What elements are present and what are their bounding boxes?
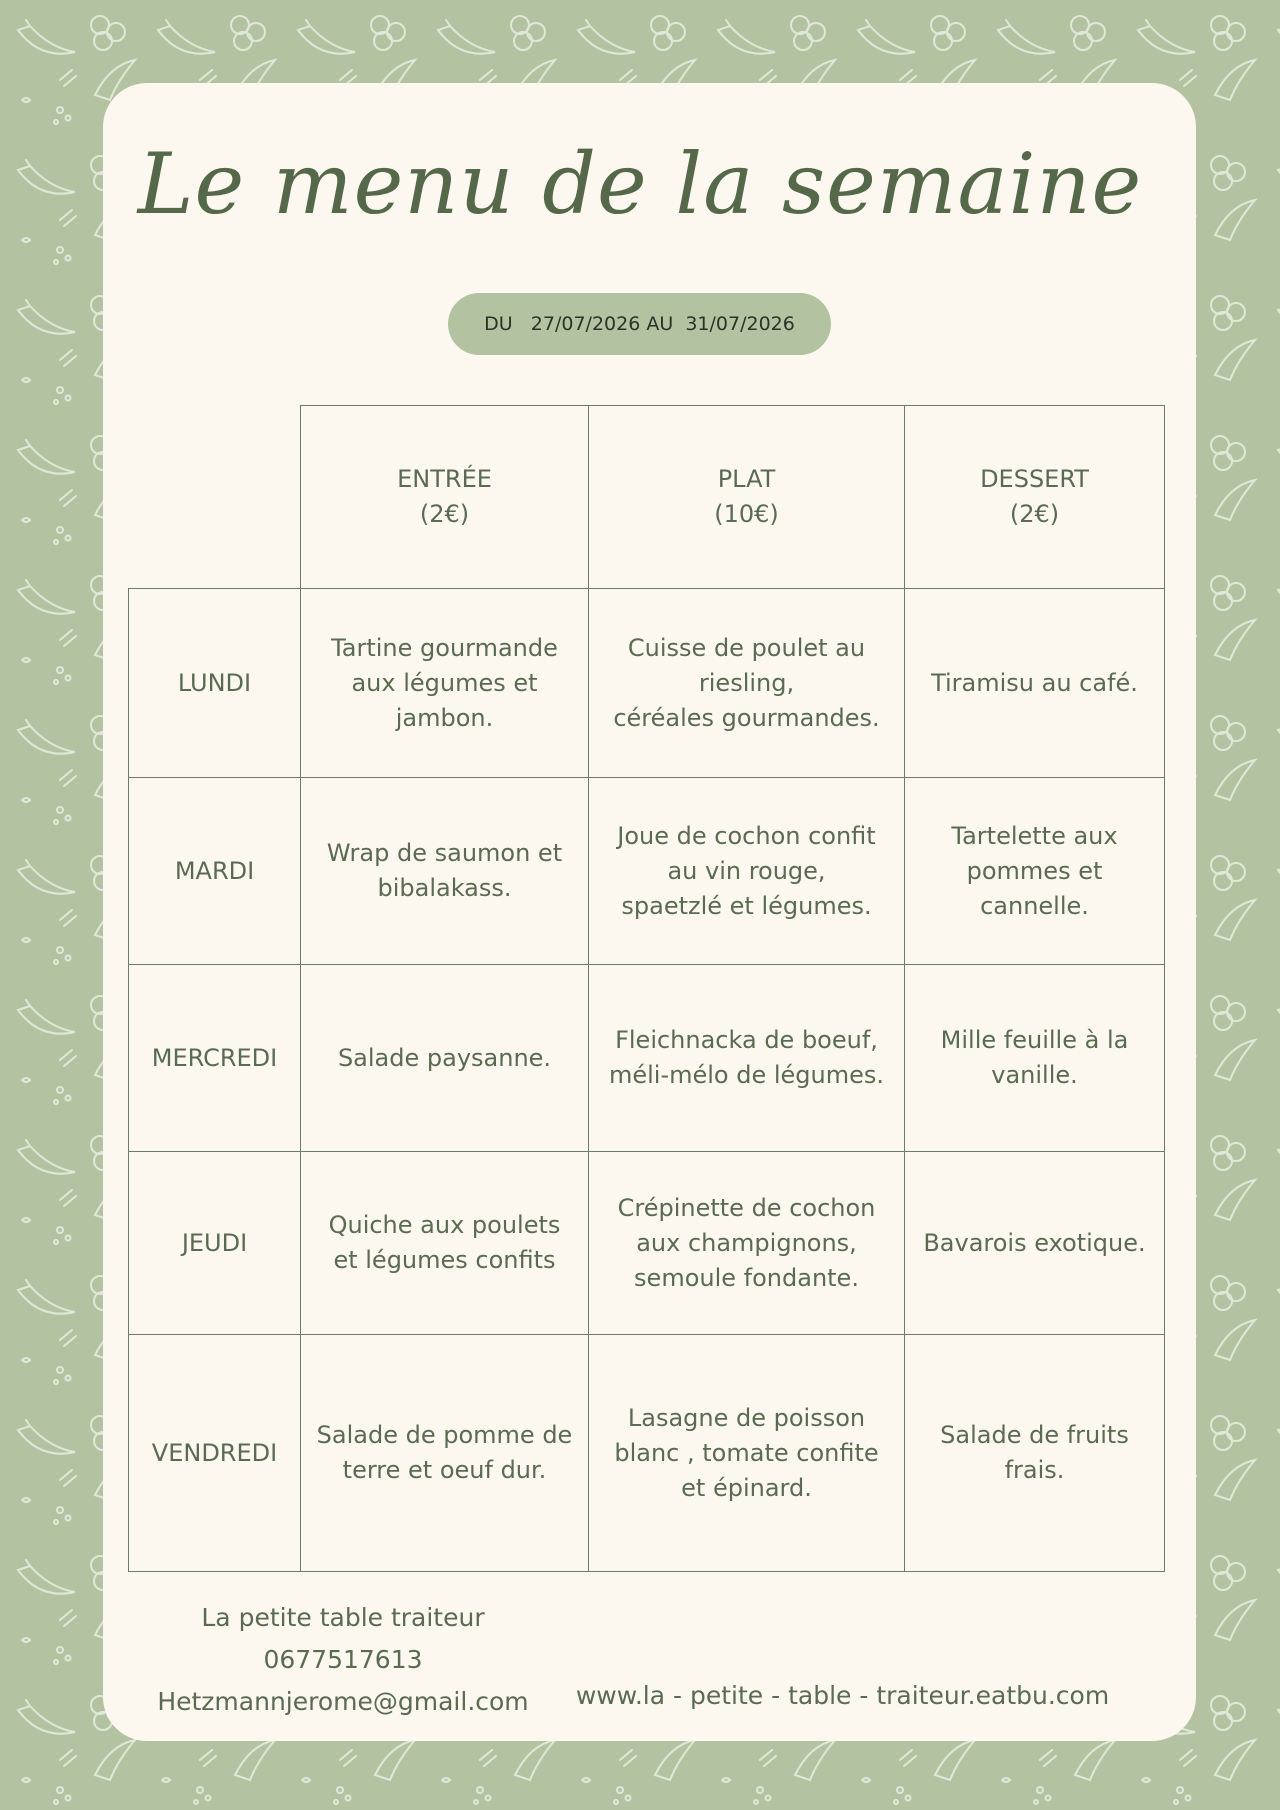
table-row — [129, 965, 1165, 1152]
day-cell: MARDI — [129, 778, 301, 965]
dessert-cell: Bavarois exotique. — [905, 1152, 1165, 1335]
column-header-plat: PLAT (10€) — [589, 406, 905, 589]
weekly-menu-table — [128, 405, 1165, 1572]
day-cell: JEUDI — [129, 1152, 301, 1335]
date-range-text: DU 27/07/2026 AU 31/07/2026 — [484, 313, 795, 335]
table-row — [129, 1152, 1165, 1335]
contact-block — [140, 1597, 546, 1723]
business-name: La petite table traiteur — [201, 1603, 485, 1632]
plat-cell: Joue de cochon confit au vin rouge, spaetzlé et légumes. — [589, 778, 905, 965]
dessert-cell: Mille feuille à la vanille. — [905, 965, 1165, 1152]
day-cell: VENDREDI — [129, 1335, 301, 1572]
table-row — [129, 1335, 1165, 1572]
dessert-cell: Tartelette aux pommes et cannelle. — [905, 778, 1165, 965]
corner-cell — [129, 406, 301, 589]
entree-cell: Tartine gourmande aux légumes et jambon. — [301, 589, 589, 778]
website-link[interactable]: www.la - petite - table - traiteur.eatbu.com — [575, 1681, 1110, 1710]
plat-cell: Crépinette de cochon aux champignons, semoule fondante. — [589, 1152, 905, 1335]
table-row — [129, 589, 1165, 778]
dessert-cell: Salade de fruits frais. — [905, 1335, 1165, 1572]
table-row — [129, 778, 1165, 965]
entree-cell: Quiche aux poulets et légumes confits — [301, 1152, 589, 1335]
header-row — [129, 406, 1165, 589]
day-cell: LUNDI — [129, 589, 301, 778]
entree-cell: Wrap de saumon et bibalakass. — [301, 778, 589, 965]
plat-cell: Fleichnacka de boeuf, méli-mélo de légumes. — [589, 965, 905, 1152]
day-cell: MERCREDI — [129, 965, 301, 1152]
phone-number[interactable]: 0677517613 — [263, 1645, 423, 1674]
date-range-badge — [448, 293, 831, 355]
dessert-cell: Tiramisu au café. — [905, 589, 1165, 778]
column-header-dessert: DESSERT (2€) — [905, 406, 1165, 589]
email-address[interactable]: Hetzmannjerome@gmail.com — [157, 1687, 529, 1716]
column-header-entree: ENTRÉE (2€) — [301, 406, 589, 589]
page-title: Le menu de la semaine — [137, 135, 1143, 233]
plat-cell: Lasagne de poisson blanc , tomate confite et épinard. — [589, 1335, 905, 1572]
entree-cell: Salade de pomme de terre et oeuf dur. — [301, 1335, 589, 1572]
plat-cell: Cuisse de poulet au riesling, céréales gourmandes. — [589, 589, 905, 778]
entree-cell: Salade paysanne. — [301, 965, 589, 1152]
